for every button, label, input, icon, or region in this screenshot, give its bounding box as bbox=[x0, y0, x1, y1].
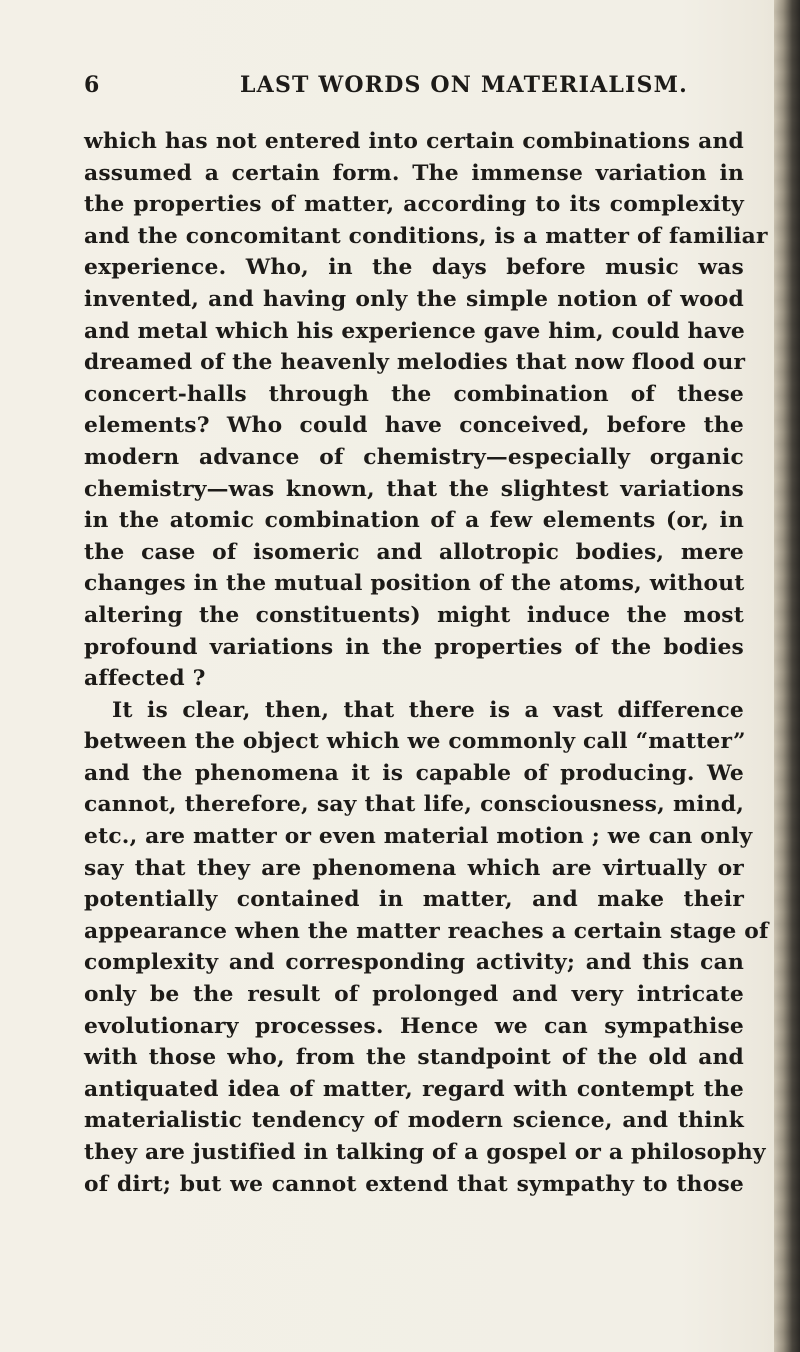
text-line: and the concomitant conditions, is a matter of familiar bbox=[84, 223, 768, 249]
page-header bbox=[84, 72, 744, 108]
running-title: LAST WORDS ON MATERIALISM. bbox=[240, 72, 689, 98]
text-line: changes in the mutual position of the atoms, without bbox=[84, 571, 745, 597]
text-line: profound variations in the properties of the bodies bbox=[84, 634, 744, 660]
body-text bbox=[84, 126, 769, 1200]
text-line: between the object which we commonly call “matter” bbox=[84, 729, 746, 755]
text-line: which has not entered into certain combinations and bbox=[84, 129, 744, 154]
text-line: the properties of matter, according to its complexity bbox=[84, 192, 744, 218]
text-line: only be the result of prolonged and very intricate bbox=[84, 982, 744, 1008]
text-line: of dirt; but we cannot extend that sympathy to those bbox=[84, 1171, 744, 1197]
text-line: modern advance of chemistry—especially organic bbox=[84, 444, 744, 470]
text-line: etc., are matter or even material motion ; we can only bbox=[84, 824, 753, 850]
text-line: complexity and corresponding activity; and this can bbox=[84, 950, 744, 976]
text-line: cannot, therefore, say that life, consciousness, mind, bbox=[84, 792, 744, 818]
text-line: potentially contained in matter, and make their bbox=[84, 887, 744, 913]
text-line: and the phenomena it is capable of producing. We bbox=[84, 760, 744, 786]
text-line: chemistry—was known, that the slightest variations bbox=[84, 476, 744, 502]
text-line: appearance when the matter reaches a certain stage of bbox=[84, 918, 769, 944]
text-line: altering the constituents) might induce the most bbox=[84, 602, 744, 628]
text-line: dreamed of the heavenly melodies that now flood our bbox=[84, 350, 746, 376]
text-line: experience. Who, in the days before music was bbox=[84, 255, 744, 281]
page-number: 6 bbox=[84, 72, 100, 98]
text-line: assumed a certain form. The immense variation in bbox=[84, 160, 744, 186]
text-line: elements? Who could have conceived, before the bbox=[84, 413, 744, 439]
text-line: in the atomic combination of a few elements (or, in bbox=[84, 508, 744, 534]
text-line: It is clear, then, that there is a vast difference bbox=[112, 697, 744, 723]
text-line: materialistic tendency of modern science, and think bbox=[84, 1108, 744, 1134]
text-line: and metal which his experience gave him, could have bbox=[84, 318, 745, 344]
text-line: the case of isomeric and allotropic bodies, mere bbox=[84, 539, 744, 565]
text-line: affected ? bbox=[84, 666, 206, 692]
text-line: invented, and having only the simple notion of wood bbox=[84, 286, 744, 312]
text-line: concert-halls through the combination of these bbox=[84, 381, 744, 407]
book-spine-shadow bbox=[774, 0, 800, 1352]
text-line: evolutionary processes. Hence we can sympathise bbox=[84, 1013, 744, 1039]
text-line: say that they are phenomena which are virtually or bbox=[84, 855, 744, 881]
text-line: they are justified in talking of a gospel or a philosophy bbox=[84, 1140, 766, 1165]
text-line: with those who, from the standpoint of the old and bbox=[84, 1045, 744, 1071]
text-line: antiquated idea of matter, regard with contempt the bbox=[84, 1076, 744, 1102]
